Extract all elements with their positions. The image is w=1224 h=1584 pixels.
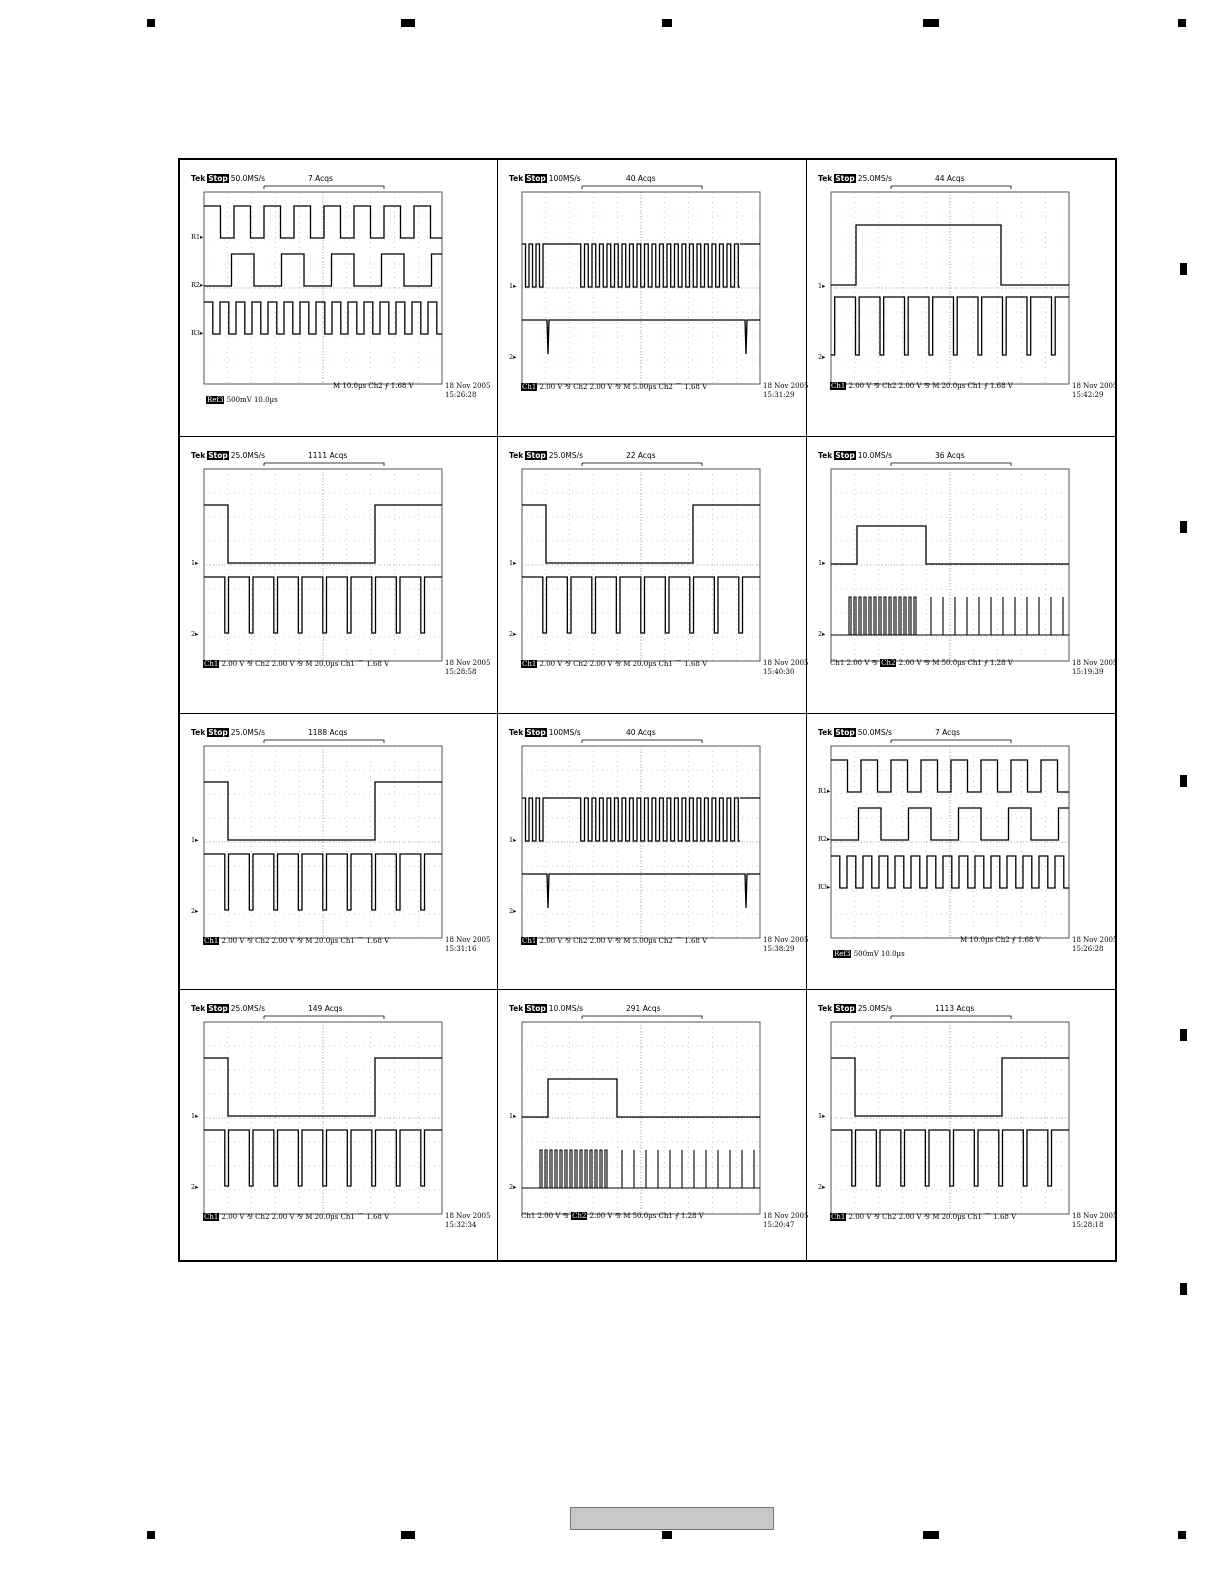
acquisition-count: 1113 Acqs xyxy=(935,1004,975,1013)
timestamp: 18 Nov 2005 15:40:30 xyxy=(763,659,809,676)
side-index-mark xyxy=(1180,775,1187,787)
oscilloscope-panel xyxy=(180,990,491,1260)
scope-settings: Ch1 2.00 V ⅋ Ch2 2.00 V ⅋ M 20.0µs Ch1 ⌒ 1.68 V xyxy=(204,1213,390,1221)
oscilloscope-panel xyxy=(807,714,1118,984)
run-state-badge: Stop xyxy=(526,1004,546,1013)
acquisition-count: 291 Acqs xyxy=(626,1004,661,1013)
brand-label: Tek xyxy=(509,451,524,460)
timestamp: 18 Nov 2005 15:42:29 xyxy=(1072,382,1118,399)
oscilloscope-panel xyxy=(180,160,491,430)
oscilloscope-panel xyxy=(498,437,809,707)
sample-rate: 25.0MS/s xyxy=(548,451,584,460)
run-state-badge: Stop xyxy=(526,451,546,460)
oscilloscope-panel xyxy=(180,714,491,984)
timestamp: 18 Nov 2005 15:19:39 xyxy=(1072,659,1118,676)
registration-mark xyxy=(147,19,155,27)
timestamp: 18 Nov 2005 15:31:29 xyxy=(763,382,809,399)
channel-marker: 2▸ xyxy=(509,353,517,361)
scope-settings: Ch1 2.00 V ⅋ Ch2 2.00 V ⅋ M 50.0µs Ch1 ⨍ 1.28 V xyxy=(830,659,1013,667)
registration-mark xyxy=(923,19,939,27)
brand-label: Tek xyxy=(191,174,206,183)
channel-marker: 1▸ xyxy=(191,559,199,567)
reference-settings: Ref3 500mV 10.0µs xyxy=(834,950,905,958)
acquisition-count: 1111 Acqs xyxy=(308,451,348,460)
waveform-trace xyxy=(204,577,442,633)
sample-rate: 25.0MS/s xyxy=(857,1004,893,1013)
run-state-badge: Stop xyxy=(835,728,855,737)
scope-settings: Ch1 2.00 V ⅋ Ch2 2.00 V ⅋ M 20.0µs Ch1 ⌒ 1.68 V xyxy=(522,660,708,668)
run-state-badge: Stop xyxy=(835,451,855,460)
side-index-mark xyxy=(1180,1283,1187,1295)
oscilloscope-panel xyxy=(180,437,491,707)
channel-marker: 2▸ xyxy=(818,630,826,638)
run-state-badge: Stop xyxy=(208,728,228,737)
oscilloscope-panel xyxy=(498,990,809,1260)
channel-marker: 1▸ xyxy=(191,1112,199,1120)
acquisition-count: 36 Acqs xyxy=(935,451,965,460)
brand-label: Tek xyxy=(818,174,833,183)
channel-marker: R1▸ xyxy=(818,787,831,795)
channel-marker: 2▸ xyxy=(818,353,826,361)
scope-settings: Ch1 2.00 V ⅋ Ch2 2.00 V ⅋ M 20.0µs Ch1 ⌒ 1.68 V xyxy=(204,937,390,945)
brand-label: Tek xyxy=(509,728,524,737)
timestamp: 18 Nov 2005 15:28:58 xyxy=(445,659,491,676)
timestamp: 18 Nov 2005 15:26:28 xyxy=(1072,936,1118,953)
brand-label: Tek xyxy=(191,728,206,737)
run-state-badge: Stop xyxy=(208,1004,228,1013)
sample-rate: 10.0MS/s xyxy=(857,451,893,460)
acquisition-count: 40 Acqs xyxy=(626,728,656,737)
oscilloscope-panel xyxy=(498,714,809,984)
brand-label: Tek xyxy=(818,728,833,737)
channel-marker: R2▸ xyxy=(818,835,831,843)
scope-settings: M 10.0µs Ch2 ⨍ 1.68 V xyxy=(960,936,1041,944)
waveform-trace xyxy=(577,244,740,287)
waveform-trace xyxy=(831,1130,1069,1186)
waveform-trace xyxy=(831,297,1069,355)
scope-settings: Ch1 2.00 V ⅋ Ch2 2.00 V ⅋ M 50.0µs Ch1 ⨍ 1.28 V xyxy=(521,1212,704,1220)
acquisition-count: 40 Acqs xyxy=(626,174,656,183)
scope-settings: Ch1 2.00 V ⅋ Ch2 2.00 V ⅋ M 20.0µs Ch1 ⨍ 1.68 V xyxy=(831,382,1013,390)
channel-marker: R3▸ xyxy=(191,329,204,337)
sample-rate: 100MS/s xyxy=(548,174,581,183)
brand-label: Tek xyxy=(509,174,524,183)
channel-marker: 2▸ xyxy=(818,1183,826,1191)
acquisition-count: 22 Acqs xyxy=(626,451,656,460)
waveform-trace xyxy=(522,577,760,633)
scope-settings: M 10.0µs Ch2 ⨍ 1.68 V xyxy=(333,382,414,390)
channel-marker: 1▸ xyxy=(509,836,517,844)
sample-rate: 25.0MS/s xyxy=(230,451,266,460)
sample-rate: 25.0MS/s xyxy=(230,728,266,737)
sample-rate: 10.0MS/s xyxy=(548,1004,584,1013)
channel-marker: 1▸ xyxy=(818,1112,826,1120)
timestamp: 18 Nov 2005 15:32:34 xyxy=(445,1212,491,1229)
run-state-badge: Stop xyxy=(526,174,546,183)
acquisition-count: 1188 Acqs xyxy=(308,728,348,737)
channel-marker: 1▸ xyxy=(818,559,826,567)
run-state-badge: Stop xyxy=(835,1004,855,1013)
channel-marker: 2▸ xyxy=(509,907,517,915)
oscilloscope-panel xyxy=(807,160,1118,430)
scope-settings: Ch1 2.00 V ⅋ Ch2 2.00 V ⅋ M 20.0µs Ch1 ⌒ 1.68 V xyxy=(831,1213,1017,1221)
oscilloscope-panel xyxy=(807,437,1118,707)
timestamp: 18 Nov 2005 15:38:29 xyxy=(763,936,809,953)
timestamp: 18 Nov 2005 15:28:18 xyxy=(1072,1212,1118,1229)
sample-rate: 25.0MS/s xyxy=(230,1004,266,1013)
brand-label: Tek xyxy=(818,1004,833,1013)
acquisition-count: 44 Acqs xyxy=(935,174,965,183)
channel-marker: R2▸ xyxy=(191,281,204,289)
channel-marker: 2▸ xyxy=(509,1183,517,1191)
channel-marker: 1▸ xyxy=(509,1112,517,1120)
scope-settings: Ch1 2.00 V ⅋ Ch2 2.00 V ⅋ M 5.00µs Ch2 ⌒ 1.68 V xyxy=(522,937,708,945)
run-state-badge: Stop xyxy=(526,728,546,737)
channel-marker: 2▸ xyxy=(509,630,517,638)
run-state-badge: Stop xyxy=(208,174,228,183)
side-index-mark xyxy=(1180,521,1187,533)
brand-label: Tek xyxy=(509,1004,524,1013)
run-state-badge: Stop xyxy=(835,174,855,183)
brand-label: Tek xyxy=(818,451,833,460)
channel-marker: R3▸ xyxy=(818,883,831,891)
oscilloscope-panel xyxy=(498,160,809,430)
acquisition-count: 149 Acqs xyxy=(308,1004,343,1013)
registration-mark xyxy=(923,1531,939,1539)
channel-marker: 1▸ xyxy=(191,836,199,844)
scope-settings: Ch1 2.00 V ⅋ Ch2 2.00 V ⅋ M 20.0µs Ch1 ⌒ 1.68 V xyxy=(204,660,390,668)
timestamp: 18 Nov 2005 15:26:28 xyxy=(445,382,491,399)
waveform-trace xyxy=(204,854,442,910)
side-index-mark xyxy=(1180,263,1187,275)
timestamp: 18 Nov 2005 15:20:47 xyxy=(763,1212,809,1229)
registration-mark xyxy=(662,19,672,27)
waveform-trace xyxy=(577,798,740,841)
waveform-trace xyxy=(522,244,544,287)
waveform-trace xyxy=(849,597,1063,635)
acquisition-count: 7 Acqs xyxy=(308,174,333,183)
channel-marker: 1▸ xyxy=(509,559,517,567)
channel-marker: 2▸ xyxy=(191,907,199,915)
channel-marker: R1▸ xyxy=(191,233,204,241)
sample-rate: 50.0MS/s xyxy=(230,174,266,183)
channel-marker: 2▸ xyxy=(191,630,199,638)
sample-rate: 100MS/s xyxy=(548,728,581,737)
scope-settings: Ch1 2.00 V ⅋ Ch2 2.00 V ⅋ M 5.00µs Ch2 ⌒ 1.68 V xyxy=(522,383,708,391)
page-number-box xyxy=(570,1507,774,1530)
waveform-trace xyxy=(522,798,544,841)
registration-mark xyxy=(1178,19,1186,27)
registration-mark xyxy=(662,1531,672,1539)
brand-label: Tek xyxy=(191,451,206,460)
registration-mark xyxy=(1178,1531,1186,1539)
waveform-trace xyxy=(540,1150,754,1188)
channel-marker: 1▸ xyxy=(509,282,517,290)
brand-label: Tek xyxy=(191,1004,206,1013)
run-state-badge: Stop xyxy=(208,451,228,460)
acquisition-count: 7 Acqs xyxy=(935,728,960,737)
registration-mark xyxy=(401,1531,415,1539)
sample-rate: 50.0MS/s xyxy=(857,728,893,737)
waveform-trace xyxy=(204,1130,442,1186)
sample-rate: 25.0MS/s xyxy=(857,174,893,183)
oscilloscope-panel xyxy=(807,990,1118,1260)
registration-mark xyxy=(147,1531,155,1539)
channel-marker: 2▸ xyxy=(191,1183,199,1191)
timestamp: 18 Nov 2005 15:31:16 xyxy=(445,936,491,953)
registration-mark xyxy=(401,19,415,27)
side-index-mark xyxy=(1180,1029,1187,1041)
channel-marker: 1▸ xyxy=(818,282,826,290)
reference-settings: Ref3 500mV 10.0µs xyxy=(207,396,278,404)
